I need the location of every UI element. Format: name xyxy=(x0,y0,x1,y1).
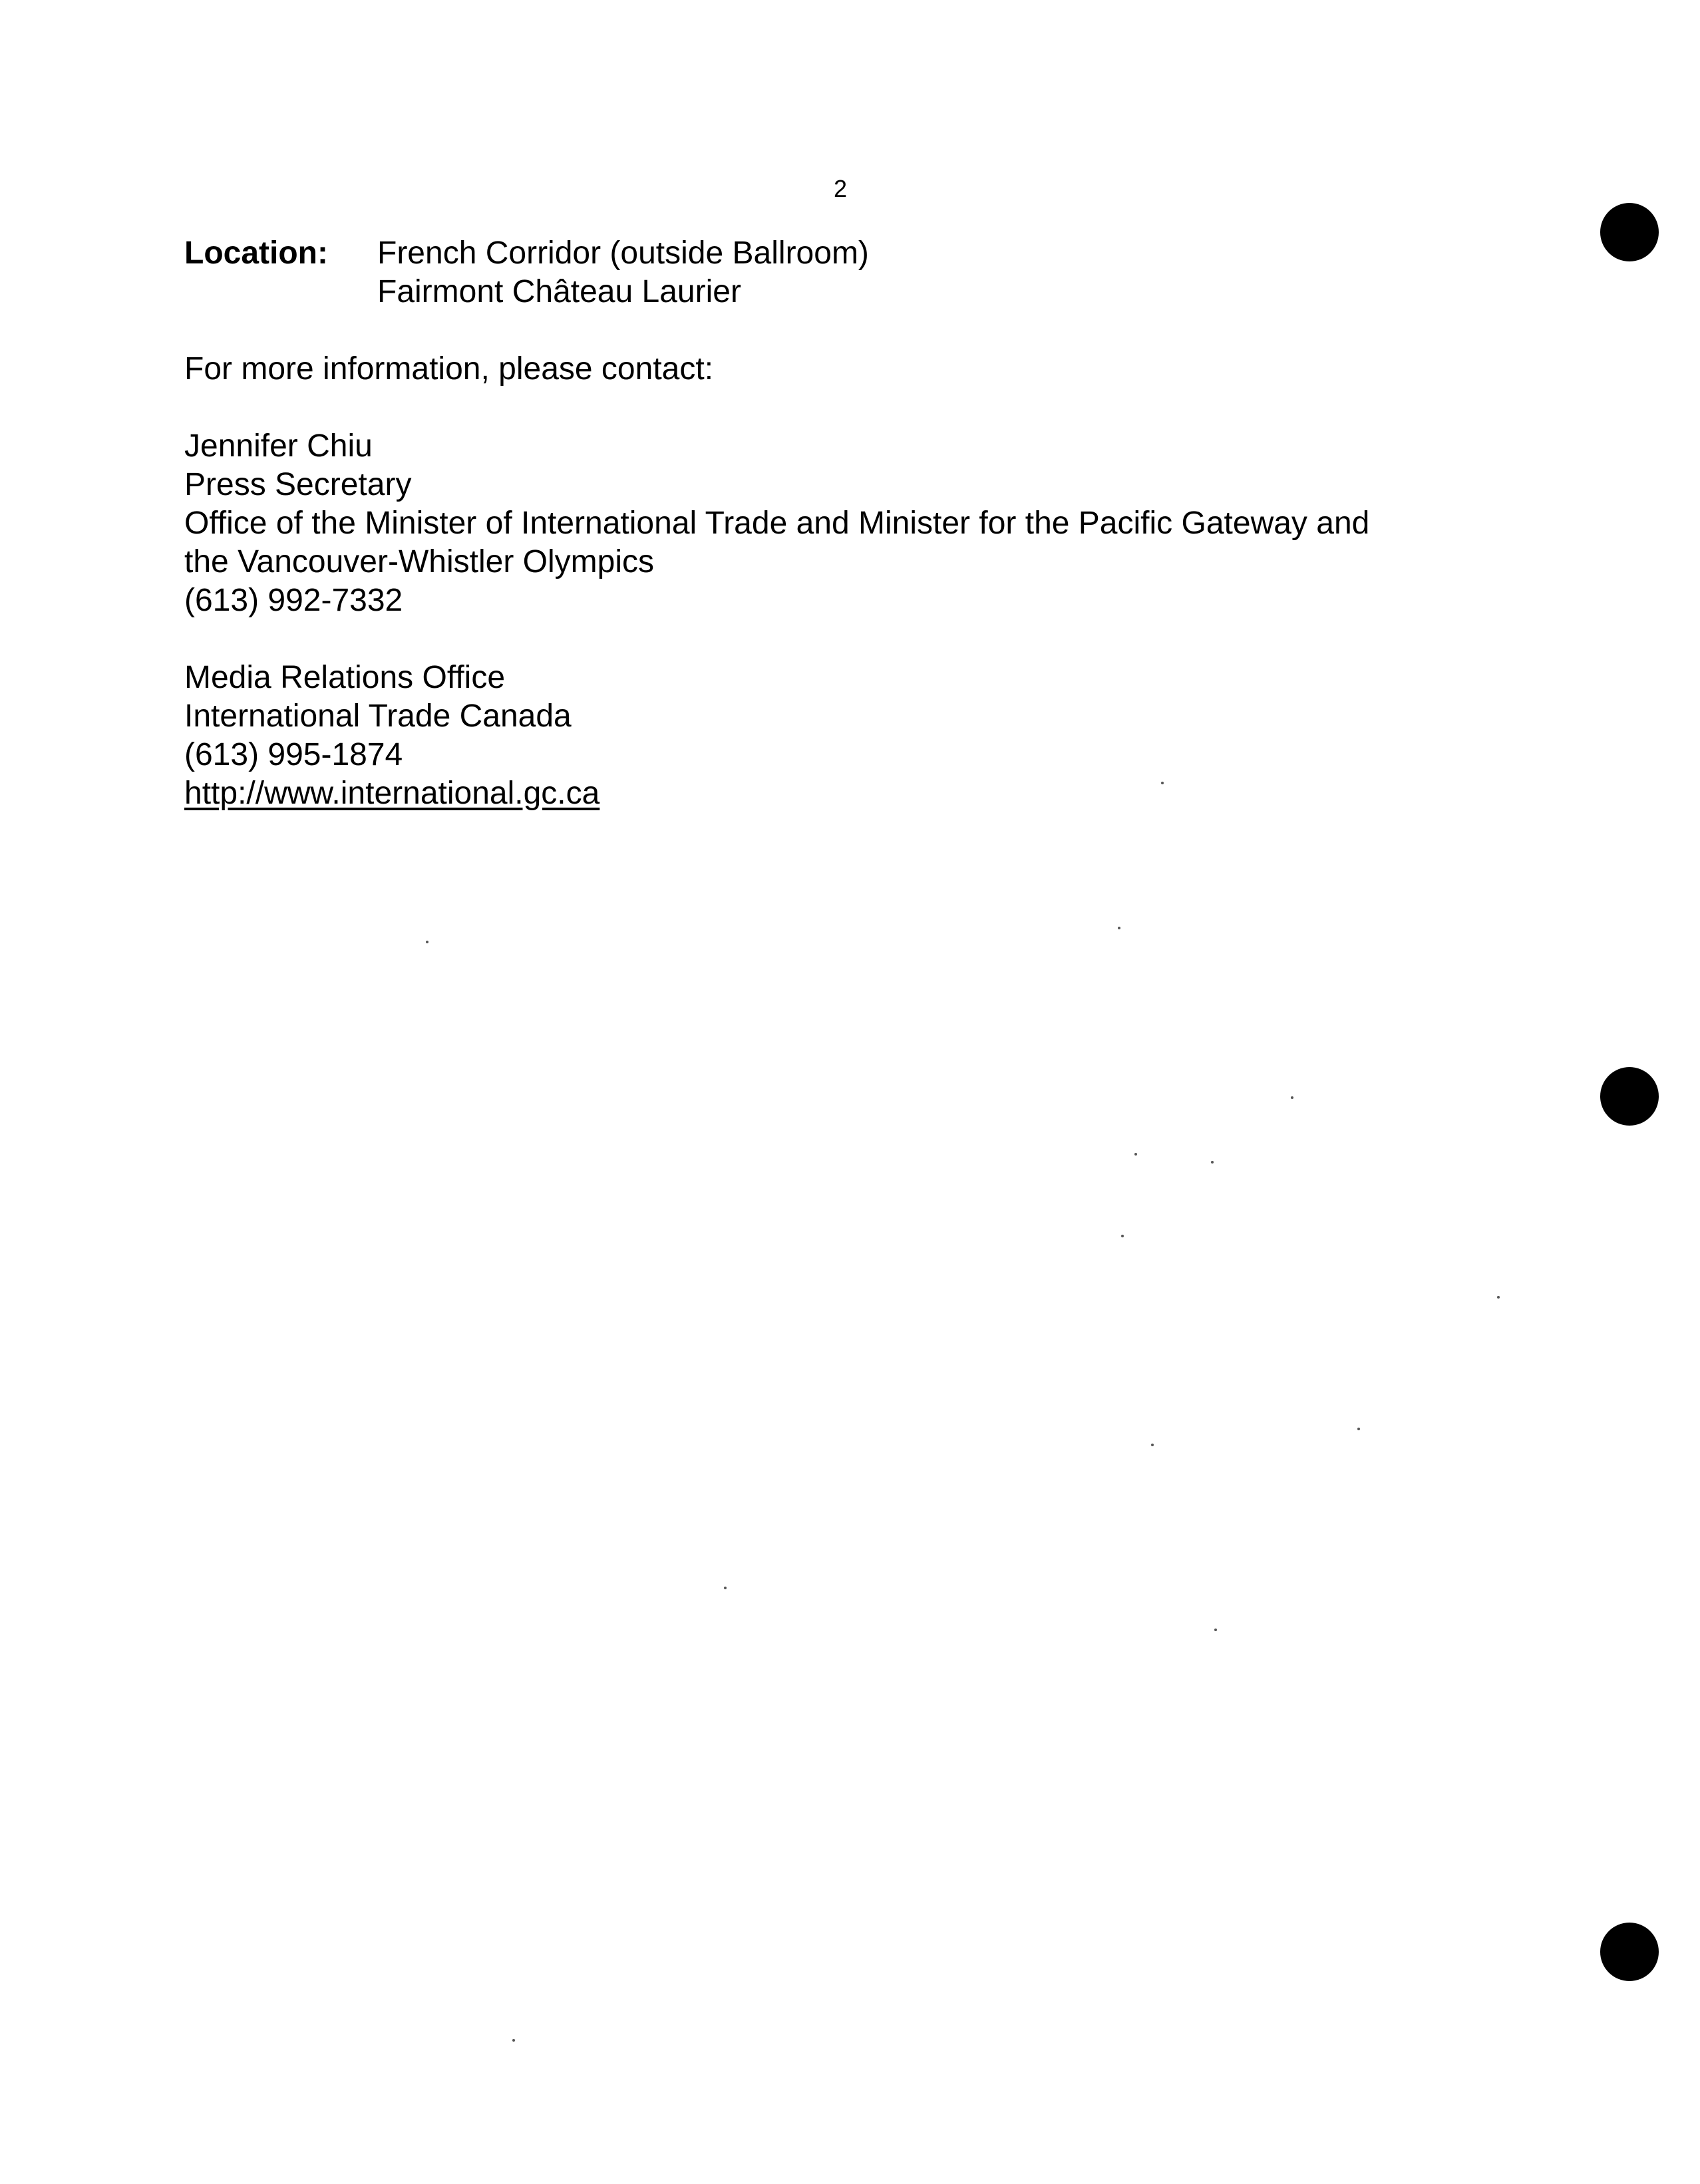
location-line-2: Fairmont Château Laurier xyxy=(377,274,741,309)
punch-hole-middle xyxy=(1600,1067,1659,1126)
scan-speck xyxy=(1151,1444,1154,1446)
scan-speck xyxy=(1211,1161,1214,1164)
contact-name: Jennifer Chiu xyxy=(184,428,373,464)
website-link[interactable]: http://www.international.gc.ca xyxy=(184,776,600,811)
scan-speck xyxy=(724,1587,727,1589)
scan-speck xyxy=(1214,1629,1217,1631)
location-block xyxy=(184,234,1515,311)
scan-speck xyxy=(1121,1235,1124,1237)
media-office-name: Media Relations Office xyxy=(184,660,506,695)
scan-speck xyxy=(1291,1096,1293,1099)
contact-office-line-1: Office of the Minister of International Trade and Minister for the Pacific Gateway and xyxy=(184,506,1370,541)
location-label: Location: xyxy=(184,235,328,271)
scan-speck xyxy=(512,2039,515,2042)
location-line-1: French Corridor (outside Ballroom) xyxy=(377,235,869,271)
scan-speck xyxy=(1497,1296,1500,1299)
contact-intro: For more information, please contact: xyxy=(184,351,714,387)
media-contact-block xyxy=(184,659,1515,813)
document-body xyxy=(184,234,1515,813)
media-office-phone: (613) 995-1874 xyxy=(184,737,403,772)
location-details xyxy=(377,234,869,311)
contact-title: Press Secretary xyxy=(184,467,412,502)
scan-speck xyxy=(426,941,428,943)
contact-phone: (613) 992-7332 xyxy=(184,583,403,618)
page-number: 2 xyxy=(834,175,848,202)
press-contact-block xyxy=(184,427,1515,620)
spacer xyxy=(184,311,1515,350)
scan-speck xyxy=(1161,782,1164,784)
contact-office-line-2: the Vancouver-Whistler Olympics xyxy=(184,544,654,579)
scan-speck xyxy=(1118,927,1120,929)
media-office-department: International Trade Canada xyxy=(184,699,572,734)
scan-speck xyxy=(1134,1153,1137,1156)
punch-hole-top xyxy=(1600,203,1659,261)
spacer xyxy=(184,389,1515,427)
media-office-url-line xyxy=(184,774,1515,813)
punch-hole-bottom xyxy=(1600,1923,1659,1981)
spacer xyxy=(184,620,1515,659)
scan-speck xyxy=(1357,1428,1360,1430)
